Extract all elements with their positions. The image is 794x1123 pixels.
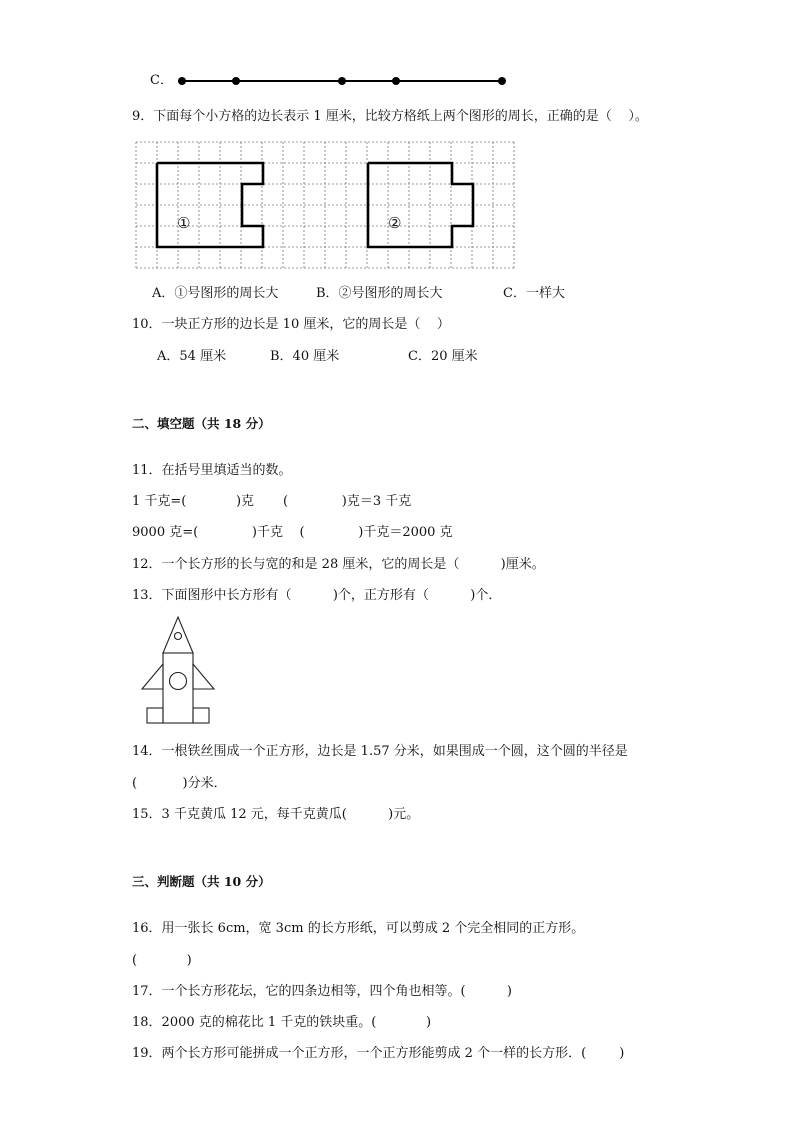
section-3-title: 三、判断题（共 10 分） (132, 874, 271, 889)
q8-option-c-label: C． (150, 73, 173, 88)
point-dot (232, 77, 240, 85)
point-dot (498, 77, 506, 85)
q10-option-c[interactable]: C．20 厘米 (408, 349, 478, 364)
q11-line-2: 9000 克=( )千克 ( )千克＝2000 克 (132, 525, 453, 540)
figure-2-label: ② (388, 214, 402, 232)
q10-stem: 10．一块正方形的边长是 10 厘米，它的周长是（ ） (132, 317, 450, 332)
point-dot (178, 77, 186, 85)
rocket-body-rect (163, 653, 193, 723)
rocket-right-foot (193, 708, 209, 723)
rocket-nose-circle (175, 633, 182, 640)
q13-rocket-figure (140, 615, 230, 725)
q14-line-1: 14．一根铁丝围成一个正方形，边长是 1.57 分米，如果围成一个圆，这个圆的半径是 (132, 744, 628, 759)
point-dot (338, 77, 346, 85)
q10-option-b[interactable]: B．40 厘米 (270, 349, 340, 364)
q19-stem: 19．两个长方形可能拼成一个正方形，一个正方形能剪成 2 个一样的长方形．( ) (132, 1046, 625, 1061)
q13-stem: 13．下面图形中长方形有（ )个，正方形有（ )个． (132, 588, 502, 603)
q11-line-1: 1 千克=( )克 ( )克＝3 千克 (132, 494, 412, 509)
rocket-right-wing (193, 664, 214, 689)
q9-option-a[interactable]: A．①号图形的周长大 (152, 286, 279, 301)
q9-grid-figure (135, 138, 525, 273)
q12-stem: 12．一个长方形的长与宽的和是 28 厘米，它的周长是（ )厘米。 (132, 557, 545, 572)
q8-point-line (172, 72, 512, 92)
figure-1-label: ① (177, 214, 191, 232)
rocket-nose-triangle (163, 617, 193, 653)
q9-option-c[interactable]: C．一样大 (503, 286, 565, 301)
q17-stem: 17．一个长方形花坛，它的四条边相等，四个角也相等。( ) (132, 984, 513, 999)
q9-option-b[interactable]: B．②号图形的周长大 (316, 286, 443, 301)
q15-stem: 15．3 千克黄瓜 12 元，每千克黄瓜( )元。 (132, 807, 420, 822)
q16-line-1: 16．用一张长 6cm，宽 3cm 的长方形纸，可以剪成 2 个完全相同的正方形。 (132, 921, 585, 936)
q9-stem: 9．下面每个小方格的边长表示 1 厘米，比较方格纸上两个图形的周长，正确的是（ ）。 (132, 109, 648, 124)
q18-stem: 18．2000 克的棉花比 1 千克的铁块重。( ) (132, 1015, 432, 1030)
rocket-left-wing (142, 664, 163, 689)
q10-option-a[interactable]: A．54 厘米 (157, 349, 227, 364)
section-2-title: 二、填空题（共 18 分） (132, 416, 271, 431)
rocket-window-circle (170, 673, 187, 690)
q14-line-2: ( )分米． (132, 776, 227, 791)
q11-stem: 11．在括号里填适当的数。 (132, 463, 292, 478)
rocket-left-foot (147, 708, 163, 723)
q16-line-2: ( ) (132, 953, 192, 968)
point-dot (392, 77, 400, 85)
